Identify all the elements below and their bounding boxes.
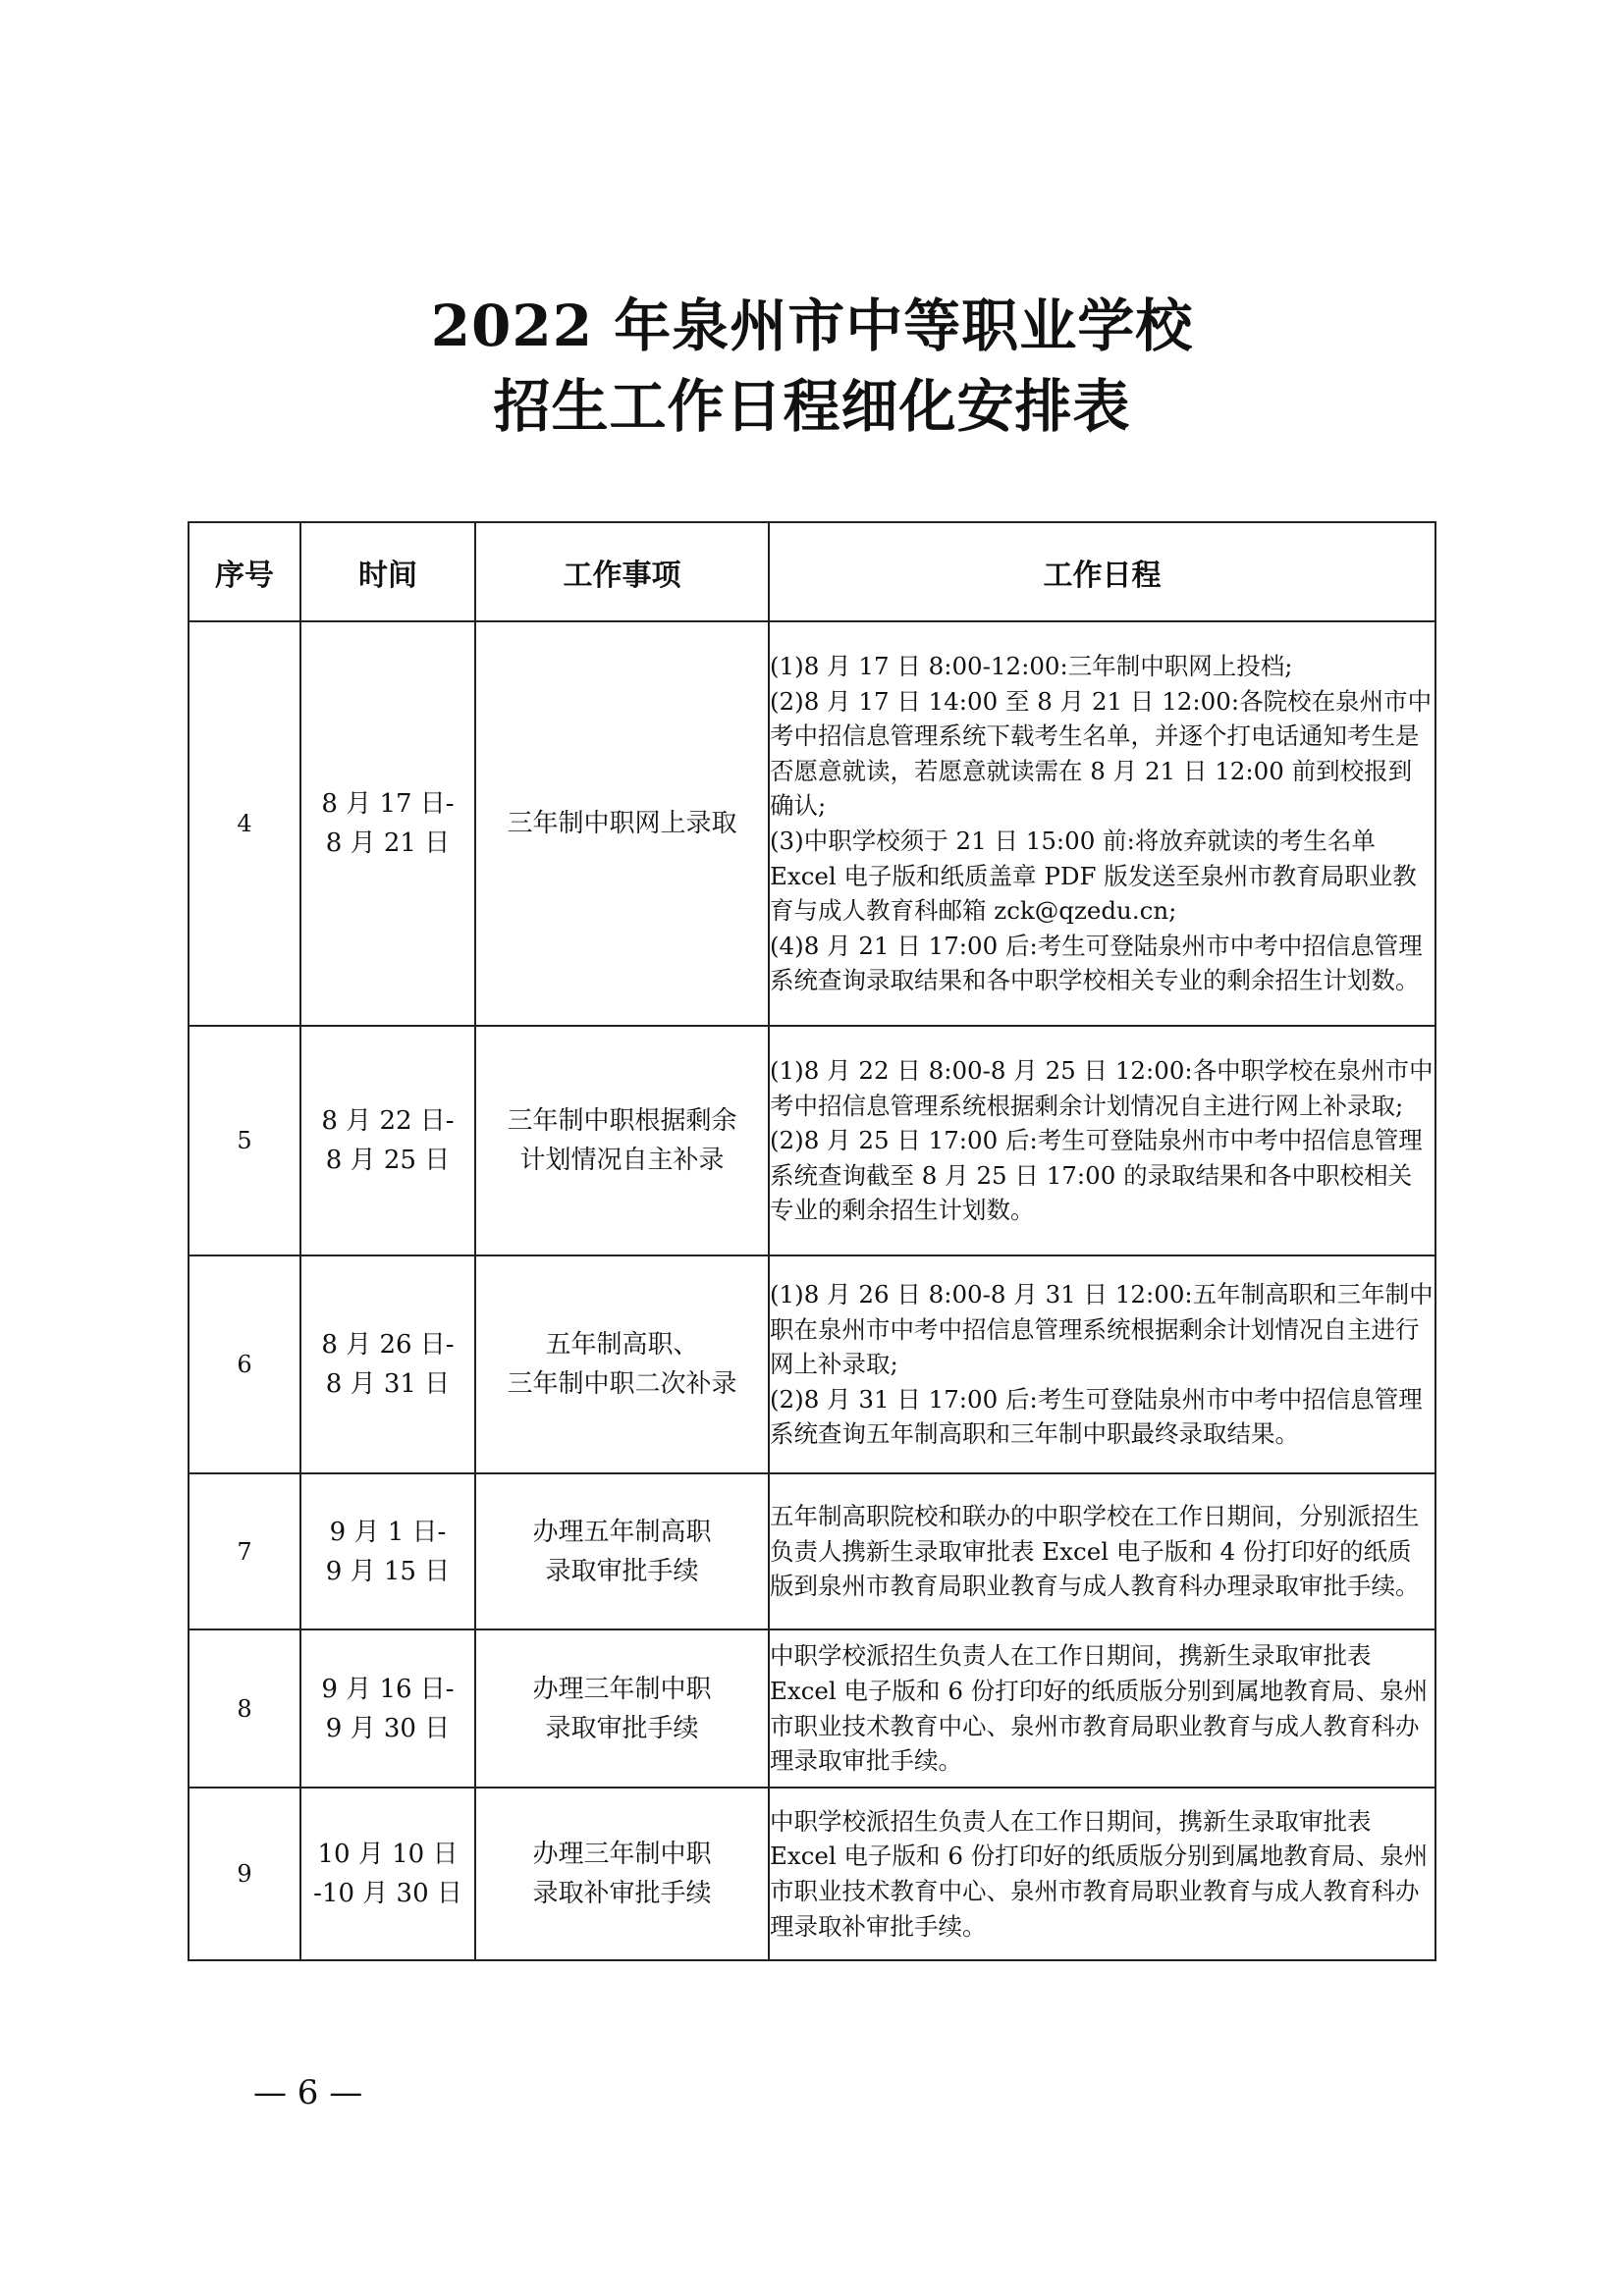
row-time — [300, 1026, 475, 1255]
row-work-schedule — [769, 1788, 1435, 1960]
table-row — [189, 1255, 1435, 1473]
row-work-schedule — [769, 621, 1435, 1026]
time-line: 8 月 22 日- — [321, 1106, 455, 1136]
row-work-item — [475, 1473, 769, 1629]
time-line: 8 月 25 日 — [325, 1146, 451, 1175]
time-line: 9 月 15 日 — [325, 1556, 451, 1586]
schedule-paragraph: (2)8 月 25 日 17:00 后:考生可登陆泉州市中考中招信息管理系统查询截至 8 月 25 日 17:00 的录取结果和各中职校相关专业的剩余招生计划数。 — [770, 1126, 1423, 1225]
schedule-table — [188, 521, 1436, 1961]
time-line: 8 月 21 日 — [325, 828, 451, 858]
row-time — [300, 1788, 475, 1960]
page-number: — 6 — — [253, 2073, 363, 2112]
time-line: -10 月 30 日 — [313, 1879, 462, 1908]
item-line: 三年制中职二次补录 — [507, 1369, 737, 1399]
schedule-paragraph: (4)8 月 21 日 17:00 后:考生可登陆泉州市中考中招信息管理系统查询录取结果和各中职学校相关专业的剩余招生计划数。 — [770, 931, 1423, 995]
header-serial-number: 序号 — [189, 522, 300, 621]
item-line: 录取审批手续 — [545, 1556, 699, 1586]
item-line: 五年制高职、 — [545, 1330, 699, 1360]
row-work-schedule — [769, 1629, 1435, 1788]
row-work-schedule — [769, 1255, 1435, 1473]
document-title-line-1: 2022 年泉州市中等职业学校 — [430, 293, 1194, 359]
schedule-paragraph: (3)中职学校须于 21 日 15:00 前:将放弃就读的考生名单 Excel 电子版和纸质盖章 PDF 版发送至泉州市教育局职业教育与成人教育科邮箱 zck@qzedu.cn; — [770, 827, 1417, 926]
schedule-paragraph: (1)8 月 17 日 8:00-12:00:三年制中职网上投档; — [770, 652, 1293, 681]
schedule-paragraph: (2)8 月 17 日 14:00 至 8 月 21 日 12:00:各院校在泉州市中考中招信息管理系统下载考生名单，并逐个打电话通知考生是否愿意就读，若愿意就读需在 8 月 21 日 12:00 前到校报到确认; — [770, 686, 1433, 821]
header-time: 时间 — [300, 522, 475, 621]
document-title-line-2: 招生工作日程细化安排表 — [493, 373, 1131, 440]
table-header-row — [189, 522, 1435, 621]
item-line: 录取补审批手续 — [532, 1879, 712, 1908]
row-work-item — [475, 1629, 769, 1788]
item-line: 计划情况自主补录 — [519, 1146, 725, 1175]
item-line: 办理三年制中职 — [532, 1674, 712, 1704]
time-line: 9 月 16 日- — [321, 1674, 455, 1704]
time-line: 8 月 26 日- — [321, 1330, 455, 1360]
schedule-paragraph: (1)8 月 26 日 8:00-8 月 31 日 12:00:五年制高职和三年制中职在泉州市中考中招信息管理系统根据剩余计划情况自主进行网上补录取; — [770, 1280, 1434, 1379]
row-serial-number: 6 — [189, 1255, 300, 1473]
header-work-item: 工作事项 — [475, 522, 769, 621]
row-serial-number: 7 — [189, 1473, 300, 1629]
time-line: 9 月 30 日 — [325, 1713, 451, 1743]
row-serial-number: 4 — [189, 621, 300, 1026]
row-time — [300, 621, 475, 1026]
table-row — [189, 1788, 1435, 1960]
time-line: 8 月 17 日- — [321, 789, 455, 819]
schedule-paragraph: 中职学校派招生负责人在工作日期间，携新生录取审批表 Excel 电子版和 6 份打印好的纸质版分别到属地教育局、泉州市职业技术教育中心、泉州市教育局职业教育与成人教育科办理录取审批手续。 — [770, 1641, 1429, 1776]
row-work-item — [475, 1026, 769, 1255]
schedule-paragraph: 五年制高职院校和联办的中职学校在工作日期间，分别派招生负责人携新生录取审批表 Excel 电子版和 4 份打印好的纸质版到泉州市教育局职业教育与成人教育科办理录取审批手续。 — [770, 1502, 1420, 1601]
schedule-paragraph: (1)8 月 22 日 8:00-8 月 25 日 12:00:各中职学校在泉州市中考中招信息管理系统根据剩余计划情况自主进行网上补录取; — [770, 1056, 1434, 1120]
row-serial-number: 9 — [189, 1788, 300, 1960]
table-row — [189, 1026, 1435, 1255]
schedule-paragraph: 中职学校派招生负责人在工作日期间，携新生录取审批表 Excel 电子版和 6 份打印好的纸质版分别到属地教育局、泉州市职业技术教育中心、泉州市教育局职业教育与成人教育科办理录取补审批手续。 — [770, 1806, 1429, 1941]
row-time — [300, 1629, 475, 1788]
header-work-schedule: 工作日程 — [769, 522, 1435, 621]
row-serial-number: 8 — [189, 1629, 300, 1788]
item-line: 办理三年制中职 — [532, 1840, 712, 1869]
item-line: 三年制中职网上录取 — [507, 809, 737, 838]
time-line: 10 月 10 日 — [317, 1840, 459, 1869]
row-work-schedule — [769, 1473, 1435, 1629]
item-line: 录取审批手续 — [545, 1713, 699, 1743]
row-serial-number: 5 — [189, 1026, 300, 1255]
row-work-schedule — [769, 1026, 1435, 1255]
item-line: 三年制中职根据剩余 — [507, 1106, 737, 1136]
time-line: 8 月 31 日 — [325, 1369, 451, 1399]
schedule-paragraph: (2)8 月 31 日 17:00 后:考生可登陆泉州市中考中招信息管理系统查询五年制高职和三年制中职最终录取结果。 — [770, 1384, 1423, 1449]
row-work-item — [475, 621, 769, 1026]
row-work-item — [475, 1255, 769, 1473]
row-time — [300, 1255, 475, 1473]
table-row — [189, 1473, 1435, 1629]
table-row — [189, 1629, 1435, 1788]
table-row — [189, 621, 1435, 1026]
item-line: 办理五年制高职 — [532, 1517, 712, 1547]
row-time — [300, 1473, 475, 1629]
row-work-item — [475, 1788, 769, 1960]
time-line: 9 月 1 日- — [329, 1517, 447, 1547]
